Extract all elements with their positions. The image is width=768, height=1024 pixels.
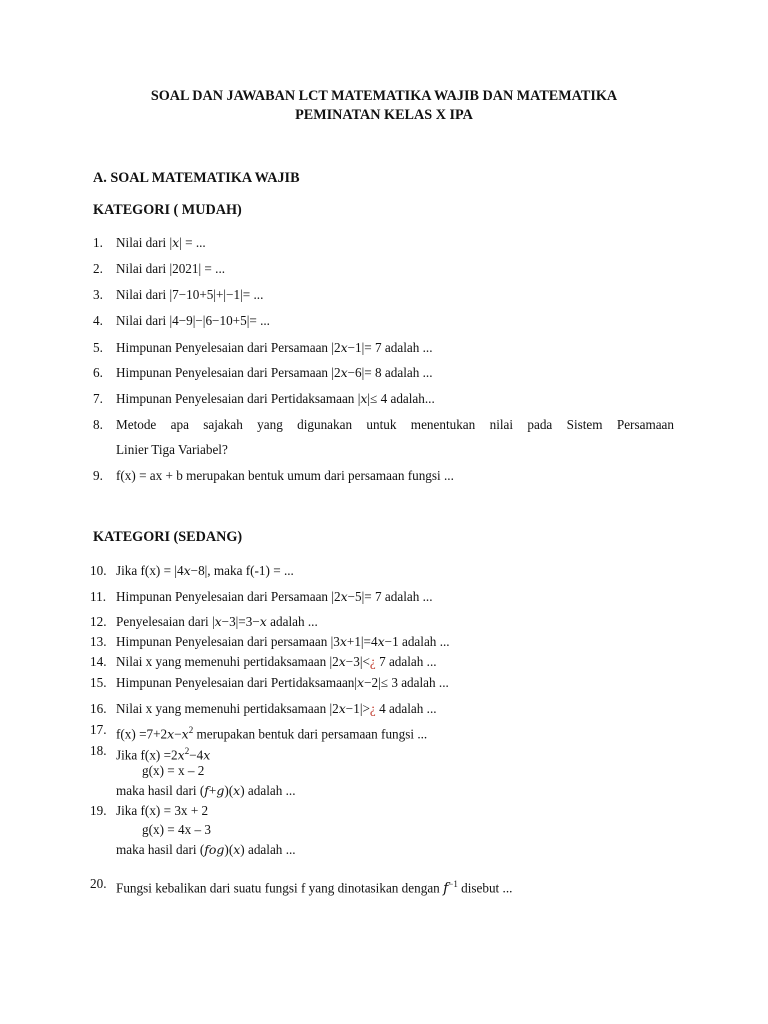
category-heading-easy: KATEGORI ( MUDAH): [93, 202, 242, 218]
question-text-continued: g(x) = x – 2: [142, 763, 205, 778]
document-title-line-2: PEMINATAN KELAS X IPA: [295, 107, 473, 123]
question-text: Himpunan Penyelesaian dari Persamaan |2x−1|= 7 adalah ...: [116, 340, 433, 355]
question-text: Himpunan Penyelesaian dari Persamaan |2x−5|= 7 adalah ...: [116, 589, 433, 604]
question-number: 14.: [90, 654, 107, 669]
question-number: 5.: [93, 340, 103, 355]
section-heading: A. SOAL MATEMATIKA WAJIB: [93, 170, 300, 186]
question-text: Nilai x yang memenuhi pertidaksamaan |2x−3|<¿ 7 adalah ...: [116, 654, 437, 669]
question-number: 8.: [93, 417, 103, 432]
question-text: Penyelesaian dari |x−3|=3−x adalah ...: [116, 614, 318, 629]
question-number: 6.: [93, 365, 103, 380]
question-number: 7.: [93, 391, 103, 406]
question-number: 12.: [90, 614, 107, 629]
question-text: Nilai dari |7−10+5|+|−1|= ...: [116, 287, 264, 302]
question-text: Fungsi kebalikan dari suatu fungsi f yang dinotasikan dengan $f^{-1}$ disebut ...: [116, 879, 513, 897]
question-text: Jika f(x) = 3x + 2: [116, 803, 209, 818]
question-text: Himpunan Penyelesaian dari Pertidaksamaan|x−2|≤ 3 adalah ...: [116, 675, 449, 690]
question-number: 19.: [90, 803, 107, 818]
question-number: 15.: [90, 675, 107, 690]
question-number: 9.: [93, 468, 103, 483]
question-text: Nilai dari |2021| = ...: [116, 261, 226, 276]
question-number: 2.: [93, 261, 103, 276]
question-text: $f(x) =7+2x-x^2$ merupakan bentuk dari persamaan fungsi ...: [116, 725, 428, 742]
question-text-continued: g(x) = 4x – 3: [142, 822, 211, 837]
question-text: Jika $f(x) =2x^2-4x$: [116, 746, 211, 763]
question-text: Nilai dari |x| = ...: [116, 235, 206, 250]
document-title-line-1: SOAL DAN JAWABAN LCT MATEMATIKA WAJIB DAN MATEMATIKA: [150, 88, 618, 104]
question-text: f(x) = ax + b merupakan bentuk umum dari persamaan fungsi ...: [116, 468, 454, 483]
question-text-continued: maka hasil dari (fog)(x) adalah ...: [116, 842, 296, 857]
question-number: 17.: [90, 722, 107, 737]
question-text: Nilai dari |4−9|−|6−10+5|= ...: [116, 313, 270, 328]
question-text: Jika f(x) = |4x−8|, maka f(-1) = ...: [116, 563, 294, 578]
question-number: 20.: [90, 876, 107, 891]
question-text-continued: maka hasil dari (f+g)(x) adalah ...: [116, 783, 296, 798]
question-number: 4.: [93, 313, 103, 328]
question-number: 16.: [90, 701, 107, 716]
question-text: Himpunan Penyelesaian dari Persamaan |2x−6|= 8 adalah ...: [116, 365, 433, 380]
question-number: 3.: [93, 287, 103, 302]
question-number: 11.: [90, 589, 106, 604]
question-text: Himpunan Penyelesaian dari persamaan |3x+1|=4x−1 adalah ...: [116, 634, 450, 649]
question-number: 13.: [90, 634, 107, 649]
question-number: 10.: [90, 563, 107, 578]
question-text: Himpunan Penyelesaian dari Pertidaksamaan |x|≤ 4 adalah...: [116, 391, 435, 406]
question-text: Metode apa sajakah yang digunakan untuk menentukan nilai pada Sistem Persamaan: [116, 417, 674, 432]
question-number: 18.: [90, 743, 107, 758]
question-text-continued: Linier Tiga Variabel?: [116, 442, 228, 457]
category-heading-medium: KATEGORI (SEDANG): [93, 529, 243, 545]
question-text: Nilai x yang memenuhi pertidaksamaan |2x−1|>¿ 4 adalah ...: [116, 701, 437, 716]
question-number: 1.: [93, 235, 103, 250]
